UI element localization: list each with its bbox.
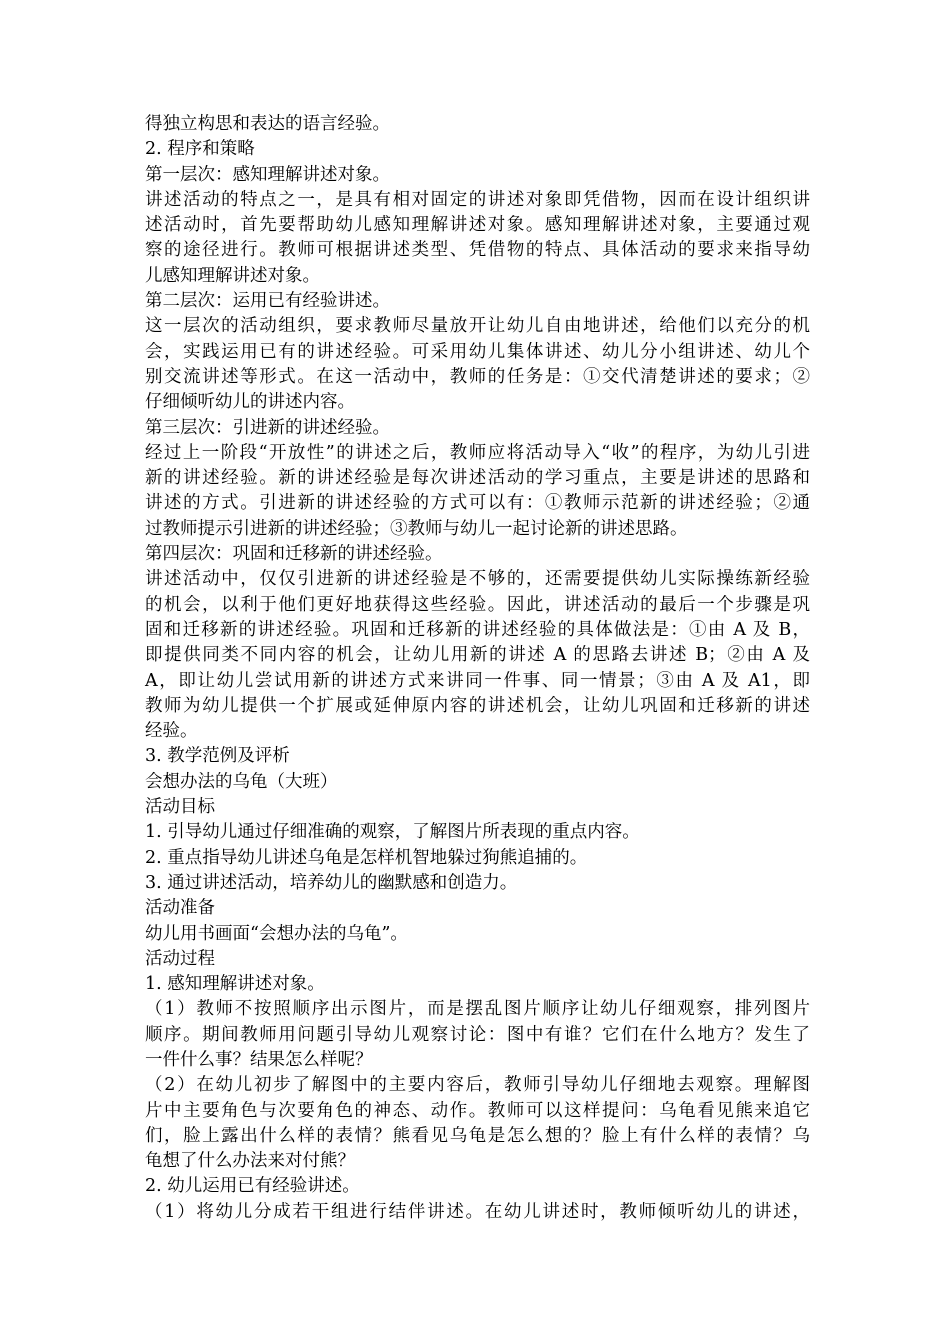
text-line: 第四层次：巩固和迁移新的讲述经验。: [145, 544, 443, 565]
text-line: A，即让幼儿尝试用新的讲述方式来讲同一件事、同一情景；③由 A 及 A1，即: [145, 670, 810, 691]
text-line: 2. 幼儿运用已有经验讲述。: [145, 1176, 360, 1197]
text-line: 得独立构思和表达的语言经验。: [145, 114, 390, 134]
text-line: 固和迁移新的讲述经验。巩固和迁移新的讲述经验的具体做法是：①由 A 及 B，: [145, 619, 810, 640]
text-line: 会想办法的乌龟（大班）: [145, 771, 338, 792]
text-line: 儿感知理解讲述对象。: [145, 265, 320, 286]
text-line: 第二层次：运用已有经验讲述。: [145, 291, 390, 312]
text-line: 2. 重点指导幼儿讲述乌龟是怎样机智地躲过狗熊追捕的。: [145, 847, 588, 868]
text-line: 3. 通过讲述活动，培养幼儿的幽默感和创造力。: [145, 872, 518, 893]
text-line: （1）教师不按照顺序出示图片，而是摆乱图片顺序让幼儿仔细观察，排列图片: [145, 999, 810, 1020]
text-line: 述活动时，首先要帮助幼儿感知理解讲述对象。感知理解讲述对象，主要通过观: [145, 215, 810, 236]
text-line: 第一层次：感知理解讲述对象。: [145, 164, 390, 185]
text-line: 新的讲述经验。新的讲述经验是每次讲述活动的学习重点，主要是讲述的思路和: [145, 468, 810, 489]
text-line: 的机会，以利于他们更好地获得这些经验。因此，讲述活动的最后一个步骤是巩: [145, 594, 810, 615]
document-body: [145, 112, 810, 1225]
text-line: 会，实践运用已有的讲述经验。可采用幼儿集体讲述、幼儿分小组讲述、幼儿个: [145, 341, 810, 362]
text-line: 教师为幼儿提供一个扩展或延伸原内容的讲述机会，让幼儿巩固和迁移新的讲述: [145, 695, 810, 716]
text-line: 活动目标: [145, 797, 215, 818]
text-line: 仔细倾听幼儿的讲述内容。: [145, 392, 355, 413]
text-line: 察的途径进行。教师可根据讲述类型、凭借物的特点、具体活动的要求来指导幼: [145, 240, 810, 261]
text-line: 顺序。期间教师用问题引导幼儿观察讨论：图中有谁？它们在什么地方？发生了: [145, 1024, 810, 1045]
text-line: 这一层次的活动组织，要求教师尽量放开让幼儿自由地讲述，给他们以充分的机: [145, 316, 810, 337]
text-line: 活动准备: [145, 898, 215, 919]
text-line: 即提供同类不同内容的机会，让幼儿用新的讲述 A 的思路去讲述 B；②由 A 及: [145, 645, 810, 666]
text-line: 讲述活动中，仅仅引进新的讲述经验是不够的，还需要提供幼儿实际操练新经验: [145, 569, 810, 590]
text-line: 1. 引导幼儿通过仔细准确的观察，了解图片所表现的重点内容。: [145, 822, 640, 843]
text-line: 经验。: [145, 721, 198, 742]
text-line: 过教师提示引进新的讲述经验；③教师与幼儿一起讨论新的讲述思路。: [145, 518, 688, 539]
text-line: 片中主要角色与次要角色的神态、动作。教师可以这样提问：乌龟看见熊来追它: [145, 1100, 810, 1121]
text-line: 2. 程序和策略: [145, 139, 255, 160]
text-line: 活动过程: [145, 948, 215, 969]
text-line: 幼儿用书画面“会想办法的乌龟”。: [145, 923, 408, 944]
text-line: 讲述活动的特点之一，是具有相对固定的讲述对象即凭借物，因而在设计组织讲: [145, 189, 810, 210]
text-line: 龟想了什么办法来对付熊？: [145, 1151, 355, 1172]
text-line: 经过上一阶段“开放性”的讲述之后，教师应将活动导入“收”的程序，为幼儿引进: [145, 442, 810, 463]
text-line: （1）将幼儿分成若干组进行结伴讲述。在幼儿讲述时，教师倾听幼儿的讲述，: [145, 1201, 810, 1222]
text-line: 们，脸上露出什么样的表情？熊看见乌龟是怎么想的？脸上有什么样的表情？乌: [145, 1125, 810, 1146]
text-line: 讲述的方式。引进新的讲述经验的方式可以有：①教师示范新的讲述经验；②通: [145, 493, 810, 514]
text-line: 3. 教学范例及评析: [145, 746, 290, 767]
text-line: 一件什么事？结果怎么样呢？: [145, 1049, 373, 1070]
text-line: 别交流讲述等形式。在这一活动中，教师的任务是：①交代清楚讲述的要求；②: [145, 366, 810, 387]
text-line: 第三层次：引进新的讲述经验。: [145, 417, 390, 438]
text-line: 1. 感知理解讲述对象。: [145, 974, 325, 995]
text-line: （2）在幼儿初步了解图中的主要内容后，教师引导幼儿仔细地去观察。理解图: [145, 1075, 810, 1096]
